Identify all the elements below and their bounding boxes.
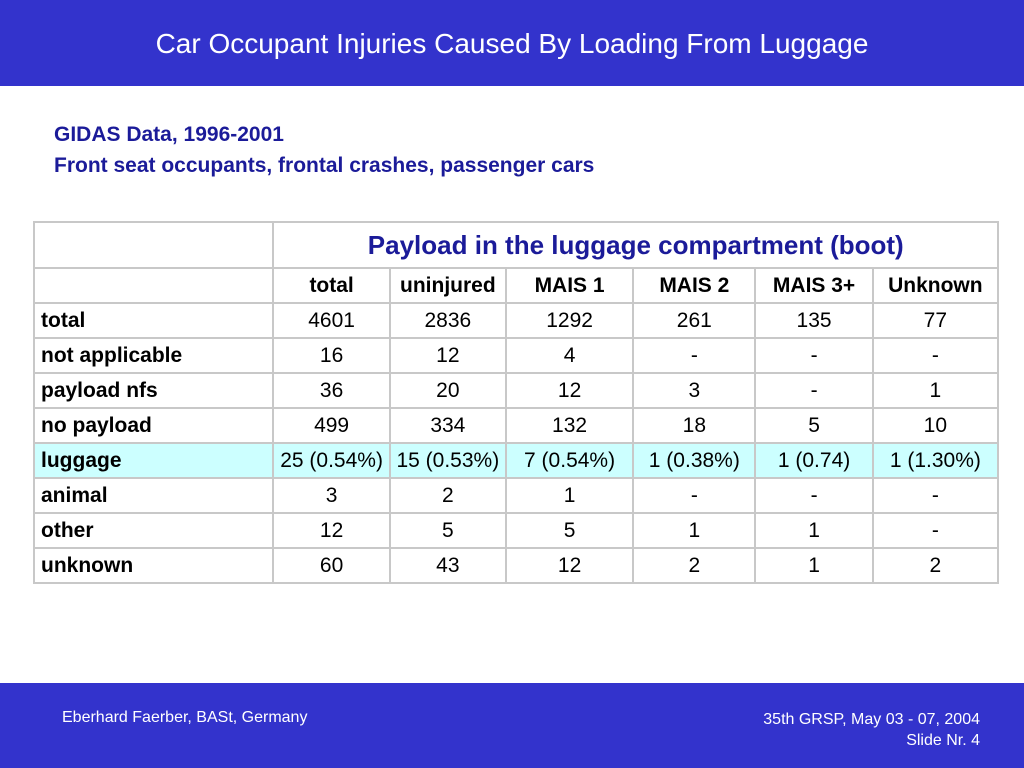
table-cell: 3: [633, 373, 755, 408]
table-cell: 12: [273, 513, 389, 548]
table-cell: 77: [873, 303, 998, 338]
table-cell: 2836: [390, 303, 506, 338]
table-cell: 2: [873, 548, 998, 583]
table-cell: 135: [755, 303, 872, 338]
table-cell: 1 (1.30%): [873, 443, 998, 478]
table-row: [34, 478, 998, 513]
footer-banner: [0, 683, 1024, 768]
subtitle-line-2: Front seat occupants, frontal crashes, passenger cars: [54, 154, 595, 177]
row-label: other: [34, 513, 273, 548]
table-cell: 1 (0.38%): [633, 443, 755, 478]
table-cell: 5: [506, 513, 633, 548]
table-row-highlighted: [34, 443, 998, 478]
table-cell: 4: [506, 338, 633, 373]
table-cell: 499: [273, 408, 389, 443]
row-label: no payload: [34, 408, 273, 443]
table-cell: 5: [755, 408, 872, 443]
table-row: [34, 408, 998, 443]
table-cell: 261: [633, 303, 755, 338]
row-label: payload nfs: [34, 373, 273, 408]
empty-corner-cell: [34, 222, 273, 268]
table-cell: -: [873, 478, 998, 513]
table-row: [34, 303, 998, 338]
column-header: Unknown: [873, 268, 998, 303]
column-header-row: [34, 268, 998, 303]
table-cell: -: [873, 338, 998, 373]
table-cell: 36: [273, 373, 389, 408]
table-cell: 1: [506, 478, 633, 513]
injury-table: [33, 221, 999, 584]
table-cell: 1: [755, 513, 872, 548]
table-cell: 10: [873, 408, 998, 443]
table-cell: 1292: [506, 303, 633, 338]
subtitle-line-1: GIDAS Data, 1996-2001: [54, 123, 284, 146]
table-row: [34, 513, 998, 548]
table-cell: -: [873, 513, 998, 548]
row-label: luggage: [34, 443, 273, 478]
table-cell: 16: [273, 338, 389, 373]
table-cell: 1 (0.74): [755, 443, 872, 478]
slide-subtitle: [54, 119, 594, 181]
table-cell: 1: [755, 548, 872, 583]
injury-table-container: [33, 221, 999, 606]
slide-title: Car Occupant Injuries Caused By Loading From Luggage: [155, 28, 869, 59]
table-row: [34, 373, 998, 408]
table-cell: 1: [633, 513, 755, 548]
column-header: MAIS 1: [506, 268, 633, 303]
table-cell: 18: [633, 408, 755, 443]
footer-author: Eberhard Faerber, BASt, Germany: [62, 709, 308, 726]
footer-slide-number: Slide Nr. 4: [906, 732, 980, 749]
row-label: not applicable: [34, 338, 273, 373]
table-cell: 3: [273, 478, 389, 513]
table-row: [34, 548, 998, 583]
table-cell: 12: [506, 548, 633, 583]
table-cell: 4601: [273, 303, 389, 338]
table-cell: 15 (0.53%): [390, 443, 506, 478]
table-cell: -: [633, 478, 755, 513]
row-label: total: [34, 303, 273, 338]
group-header-row: [34, 222, 998, 268]
footer-event-info: [763, 709, 980, 751]
table-cell: 20: [390, 373, 506, 408]
group-header: Payload in the luggage compartment (boot): [273, 222, 998, 268]
table-cell: 12: [506, 373, 633, 408]
column-header: MAIS 2: [633, 268, 755, 303]
row-label: animal: [34, 478, 273, 513]
table-cell: -: [755, 373, 872, 408]
column-header: uninjured: [390, 268, 506, 303]
empty-header-cell: [34, 268, 273, 303]
table-row: [34, 338, 998, 373]
table-cell: 60: [273, 548, 389, 583]
table-cell: 43: [390, 548, 506, 583]
table-cell: 5: [390, 513, 506, 548]
table-cell: 1: [873, 373, 998, 408]
table-cell: 2: [390, 478, 506, 513]
footer-event: 35th GRSP, May 03 - 07, 2004: [763, 711, 980, 728]
column-header: total: [273, 268, 389, 303]
column-header: MAIS 3+: [755, 268, 872, 303]
table-cell: 12: [390, 338, 506, 373]
table-cell: 2: [633, 548, 755, 583]
table-cell: 25 (0.54%): [273, 443, 389, 478]
row-label: unknown: [34, 548, 273, 583]
title-banner: [0, 0, 1024, 86]
table-cell: -: [633, 338, 755, 373]
table-cell: 132: [506, 408, 633, 443]
table-cell: -: [755, 338, 872, 373]
table-cell: 7 (0.54%): [506, 443, 633, 478]
table-cell: 334: [390, 408, 506, 443]
table-cell: -: [755, 478, 872, 513]
